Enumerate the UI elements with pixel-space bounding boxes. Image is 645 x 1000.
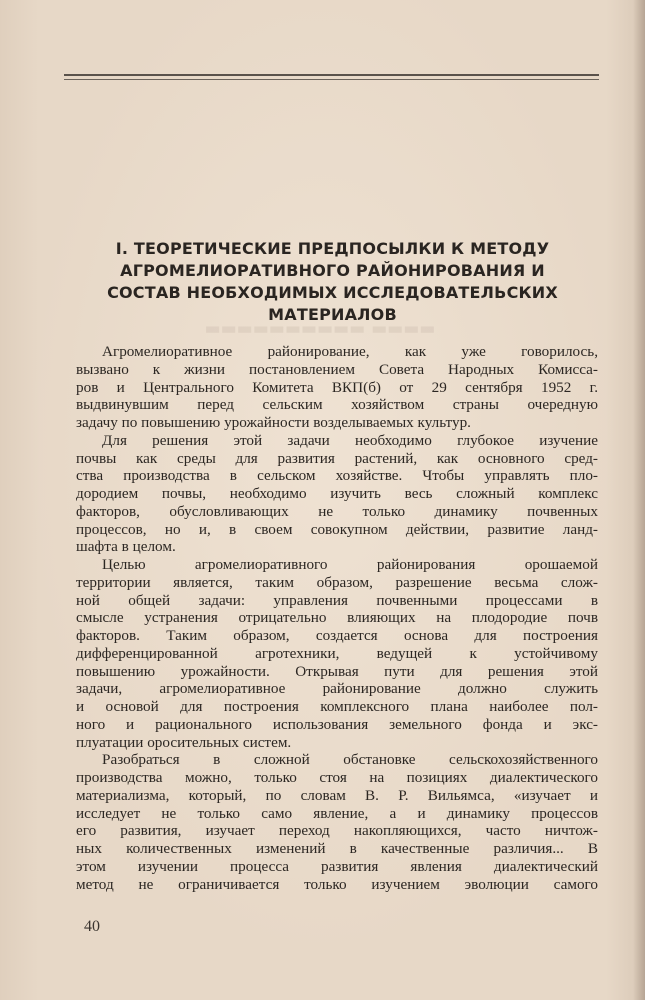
rule-line-top xyxy=(64,74,599,76)
text-line: процессов, но и, в своем совокупном действии, развитие ланд- xyxy=(76,520,598,538)
heading-line-2: АГРОМЕЛИОРАТИВНОГО РАЙОНИРОВАНИЯ И xyxy=(120,261,545,280)
header-double-rule xyxy=(64,74,599,80)
text-line: ров и Центрального Комитета ВКП(б) от 29 сентября 1952 г. xyxy=(76,378,598,396)
text-line: выдвинувшим перед сельским хозяйством страны очередную xyxy=(76,396,598,414)
text-line: Целью агромелиоративного районирования орошаемой xyxy=(102,556,598,573)
text-line: плуатации оросительных систем. xyxy=(76,733,292,751)
text-line: почвы как среды для развития растений, как основного сред- xyxy=(76,449,598,467)
show-through-line: ▬▬▬▬ ▬▬▬▬▬▬▬▬▬▬ xyxy=(204,319,436,339)
text-line: производства можно, только стоя на позициях диалектического xyxy=(76,769,598,786)
text-line: шафта в целом. xyxy=(76,538,176,556)
text-line: смысле устранения отрицательно влияющих на плодородие почв xyxy=(76,609,598,627)
text-line: Разобраться в сложной обстановке сельскохозяйственного xyxy=(102,751,598,769)
text-line: повышению урожайности. Открывая пути для решения этой xyxy=(76,662,598,680)
text-line: задачу по повышению урожайности возделываемых культур. xyxy=(76,414,471,431)
text-line: ной общей задачи: управления почвенными процессами в xyxy=(76,591,598,609)
text-line: Для решения этой задачи необходимо глубокое изучение xyxy=(102,431,598,449)
text-line: факторов. Таким образом, создается основа для построения xyxy=(76,627,598,644)
heading-line-4: МАТЕРИАЛОВ xyxy=(268,305,397,324)
rule-line-bottom xyxy=(64,79,599,80)
text-line: задачи, агромелиоративное районирование должно служить xyxy=(76,680,598,698)
body-text xyxy=(76,343,598,893)
text-line: дифференцированной агротехники, ведущей к устойчивому xyxy=(76,644,598,662)
heading-line-1: I. ТЕОРЕТИЧЕСКИЕ ПРЕДПОСЫЛКИ К МЕТОДУ xyxy=(115,239,550,258)
text-line: дородием почвы, необходимо изучить весь сложный комплекс xyxy=(76,485,598,502)
text-line: ного и рационального использования земельного фонда и экс- xyxy=(76,715,598,733)
text-line: материализма, который, по словам В. Р. Вильямса, «изучает и xyxy=(76,786,598,804)
text-line: ных количественных изменений в качественные различия... В xyxy=(76,840,598,857)
chapter-heading xyxy=(80,238,585,326)
text-line: этом изучении процесса развития явления диалектический xyxy=(76,857,598,875)
text-line: метод не ограничивается только изучением эволюции самого xyxy=(76,875,598,893)
page-edge-shadow xyxy=(633,0,645,1000)
text-line: его развития, изучает переход накопляющихся, часто ничтож- xyxy=(76,822,598,840)
text-line: и основой для построения комплексного плана наиболее пол- xyxy=(76,698,598,715)
text-line: факторов, обусловливающих не только динамику почвенных xyxy=(76,502,598,520)
page-number: 40 xyxy=(84,918,100,935)
heading-line-3: СОСТАВ НЕОБХОДИМЫХ ИССЛЕДОВАТЕЛЬСКИХ xyxy=(107,283,558,302)
text-line: территории является, таким образом, разрешение весьма слож- xyxy=(76,573,598,591)
text-line: вызвано к жизни постановлением Совета Народных Комисса- xyxy=(76,360,598,378)
text-line: ства производства в сельском хозяйстве. Чтобы управлять пло- xyxy=(76,467,598,485)
text-line: Агромелиоративное районирование, как уже говорилось, xyxy=(102,343,598,360)
text-line: исследует не только само явление, а и динамику процессов xyxy=(76,804,598,822)
